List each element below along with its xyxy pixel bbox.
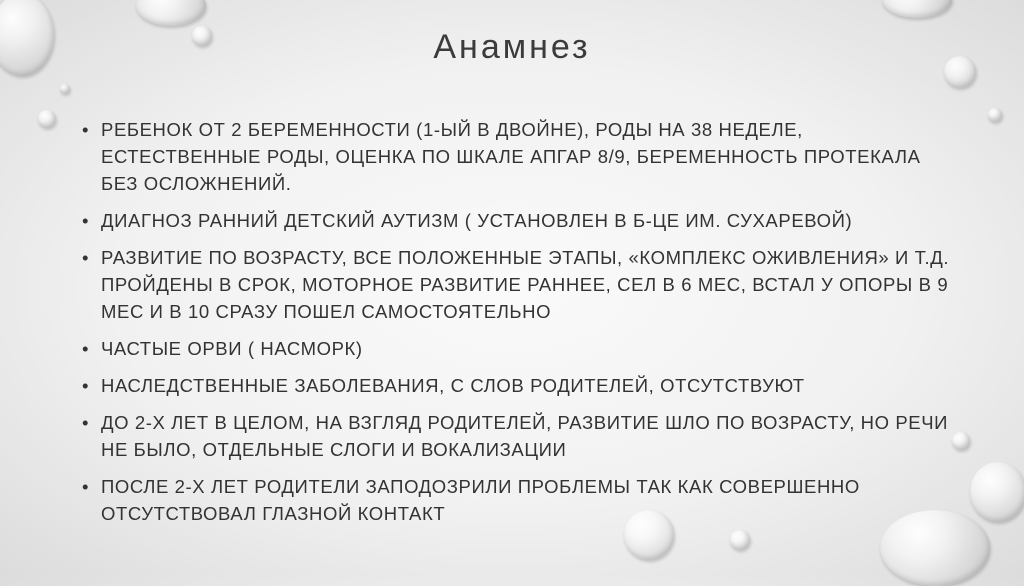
water-drop-decoration — [136, 0, 206, 26]
list-item-text: РАЗВИТИЕ ПО ВОЗРАСТУ, ВСЕ ПОЛОЖЕННЫЕ ЭТАПЫ, «КОМПЛЕКС ОЖИВЛЕНИЯ» И Т.Д. ПРОЙДЕНЫ В СРОК, МОТОРНОЕ РАЗВИТИЕ РАННЕЕ, СЕЛ В 6 МЕС, ВСТАЛ У ОПОРЫ В 9 МЕС И В 10 СРАЗУ ПОШЕЛ САМОСТОЯТЕЛЬНО — [101, 247, 950, 322]
list-item-text: ЧАСТЫЕ ОРВИ ( НАСМОРК) — [101, 338, 363, 359]
slide-title: Анамнез — [433, 28, 591, 66]
list-item — [82, 244, 952, 325]
list-item — [82, 335, 952, 362]
list-item — [82, 207, 952, 234]
list-item-text: РЕБЕНОК ОТ 2 БЕРЕМЕННОСТИ (1-ЫЙ В ДВОЙНЕ), РОДЫ НА 38 НЕДЕЛЕ, ЕСТЕСТВЕННЫЕ РОДЫ, ОЦЕНКА ПО ШКАЛЕ АПГАР 8/9, БЕРЕМЕННОСТЬ ПРОТЕКАЛА БЕЗ ОСЛОЖНЕНИЙ. — [101, 119, 921, 194]
list-item — [82, 372, 952, 399]
bullet-icon: • — [82, 247, 90, 268]
bullet-icon: • — [82, 119, 90, 140]
bullet-list — [82, 116, 952, 537]
water-drop-decoration — [882, 0, 952, 18]
bullet-icon: • — [82, 412, 90, 433]
list-item — [82, 409, 952, 463]
list-item-text: НАСЛЕДСТВЕННЫЕ ЗАБОЛЕВАНИЯ, С СЛОВ РОДИТЕЛЕЙ, ОТСУТСТВУЮТ — [101, 375, 805, 396]
water-drop-decoration — [38, 110, 56, 128]
list-item-text: ПОСЛЕ 2-Х ЛЕТ РОДИТЕЛИ ЗАПОДОЗРИЛИ ПРОБЛЕМЫ ТАК КАК СОВЕРШЕННО ОТСУТСТВОВАЛ ГЛАЗНОЙ КОНТАКТ — [101, 476, 860, 524]
water-drop-decoration — [970, 462, 1024, 522]
list-item — [82, 116, 952, 197]
water-drop-decoration — [988, 108, 1002, 122]
bullet-icon: • — [82, 338, 90, 359]
list-item-text: ДО 2-Х ЛЕТ В ЦЕЛОМ, НА ВЗГЛЯД РОДИТЕЛЕЙ, РАЗВИТИЕ ШЛО ПО ВОЗРАСТУ, НО РЕЧИ НЕ БЫЛО, ОТДЕЛЬНЫЕ СЛОГИ И ВОКАЛИЗАЦИИ — [101, 412, 949, 460]
water-drop-decoration — [60, 84, 70, 94]
bullet-icon: • — [82, 375, 90, 396]
list-item-text: ДИАГНОЗ РАННИЙ ДЕТСКИЙ АУТИЗМ ( УСТАНОВЛЕН В Б-ЦЕ ИМ. СУХАРЕВОЙ) — [101, 210, 853, 231]
water-drop-decoration — [952, 432, 970, 450]
bullet-icon: • — [82, 210, 90, 231]
list-item — [82, 473, 952, 527]
bullet-icon: • — [82, 476, 90, 497]
